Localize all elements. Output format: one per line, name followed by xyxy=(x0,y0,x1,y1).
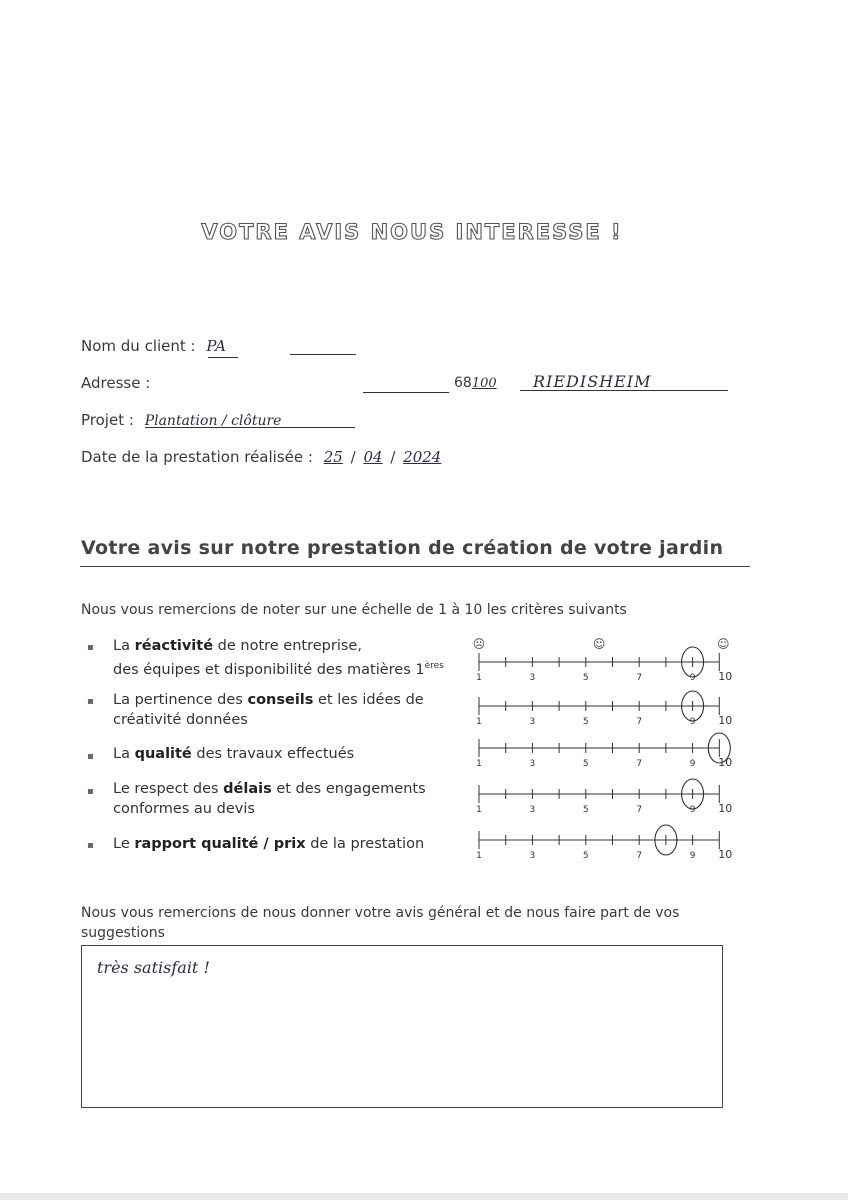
scale-label: 9 xyxy=(689,673,696,683)
criterion-5: Le rapport qualité / prix de la prestation xyxy=(113,836,425,852)
bullet-icon: ▪ xyxy=(87,786,94,797)
remarks-box[interactable] xyxy=(81,945,723,1108)
scale-label: 10 xyxy=(718,756,733,769)
scale-label: 1 xyxy=(476,805,482,815)
rating-scale-3[interactable] xyxy=(466,732,736,772)
section-divider xyxy=(80,566,750,567)
date-day: 25 xyxy=(323,448,343,466)
scale-label: 3 xyxy=(529,717,536,727)
address-label: Adresse : xyxy=(81,374,151,392)
rating-scale-4[interactable] xyxy=(466,778,736,818)
scale-label: 7 xyxy=(636,759,643,769)
rating-scale-2[interactable] xyxy=(466,690,736,730)
scale-label: 7 xyxy=(636,805,643,815)
scale-label: 5 xyxy=(582,759,589,769)
section-intro: Nous vous remercions de noter sur une échelle de 1 à 10 les critères suivants xyxy=(81,602,627,618)
scan-edge xyxy=(0,1193,848,1200)
client-name-row xyxy=(81,337,226,355)
date-label: Date de la prestation réalisée : xyxy=(81,448,313,466)
scale-label: 5 xyxy=(582,673,589,683)
criterion-1: La réactivité de notre entreprise, des équipes et disponibilité des matières 1ères xyxy=(113,638,444,678)
scale-label: 9 xyxy=(689,851,696,861)
client-name-underline-2 xyxy=(290,354,356,355)
client-name-underline xyxy=(208,357,238,358)
remarks-text: très satisfait ! xyxy=(97,958,210,977)
scale-label: 3 xyxy=(529,673,536,683)
neutral-face-icon: ☺ xyxy=(592,637,606,651)
section-title: Votre avis sur notre prestation de création de votre jardin xyxy=(81,537,724,559)
date-year: 2024 xyxy=(403,448,442,466)
client-name-value: PA xyxy=(206,337,226,355)
project-value: Plantation / clôture xyxy=(144,413,282,429)
criterion-2: La pertinence des conseils et les idées de créativité données xyxy=(113,692,424,728)
scale-label: 5 xyxy=(582,851,589,861)
address-underline-2 xyxy=(520,390,728,391)
address-city: RIEDISHEIM xyxy=(533,372,652,391)
scale-label: 10 xyxy=(718,670,733,683)
sad-face-icon: ☹ xyxy=(472,637,486,651)
date-month: 04 xyxy=(363,448,383,466)
scale-label: 7 xyxy=(636,851,643,861)
scale-label: 5 xyxy=(582,805,589,815)
bullet-icon: ▪ xyxy=(87,696,94,707)
scale-label: 9 xyxy=(689,759,696,769)
scale-label: 3 xyxy=(529,851,536,861)
scale-label: 1 xyxy=(476,717,482,727)
scale-label: 7 xyxy=(636,717,643,727)
project-underline xyxy=(145,427,355,428)
date-row: Date de la prestation réalisée : 25 / 04 / 2024 xyxy=(81,448,442,466)
scale-label: 10 xyxy=(718,714,733,727)
scale-label: 1 xyxy=(476,673,482,683)
scale-label: 1 xyxy=(476,759,482,769)
remarks-intro: Nous vous remercions de nous donner votre avis général et de nous faire part de vos suggestions xyxy=(81,905,680,941)
address-postcode-hand: 100 xyxy=(471,376,497,391)
scale-label: 3 xyxy=(529,805,536,815)
bullet-icon: ▪ xyxy=(87,751,94,762)
address-underline-1 xyxy=(363,392,449,393)
bullet-icon: ▪ xyxy=(87,840,94,851)
scale-label: 10 xyxy=(718,848,733,861)
scale-label: 9 xyxy=(689,717,696,727)
page-title: VOTRE AVIS NOUS INTERESSE ! xyxy=(201,220,623,244)
scale-label: 5 xyxy=(582,717,589,727)
rating-scale-1[interactable] xyxy=(466,636,736,686)
project-label: Projet : xyxy=(81,411,134,429)
client-name-label: Nom du client : xyxy=(81,337,196,355)
scale-label: 10 xyxy=(718,802,733,815)
scale-label: 7 xyxy=(636,673,643,683)
criterion-4: Le respect des délais et des engagements conformes au devis xyxy=(113,781,426,817)
bullet-icon: ▪ xyxy=(87,642,94,653)
rating-scale-5[interactable] xyxy=(466,824,736,864)
happy-face-icon: ☺ xyxy=(717,637,730,651)
scale-label: 9 xyxy=(689,805,696,815)
address-postcode xyxy=(454,375,497,391)
scale-label: 3 xyxy=(529,759,536,769)
scale-label: 1 xyxy=(476,851,482,861)
address-postcode-prefix: 68 xyxy=(454,375,472,391)
criterion-3: La qualité des travaux effectués xyxy=(113,746,355,762)
